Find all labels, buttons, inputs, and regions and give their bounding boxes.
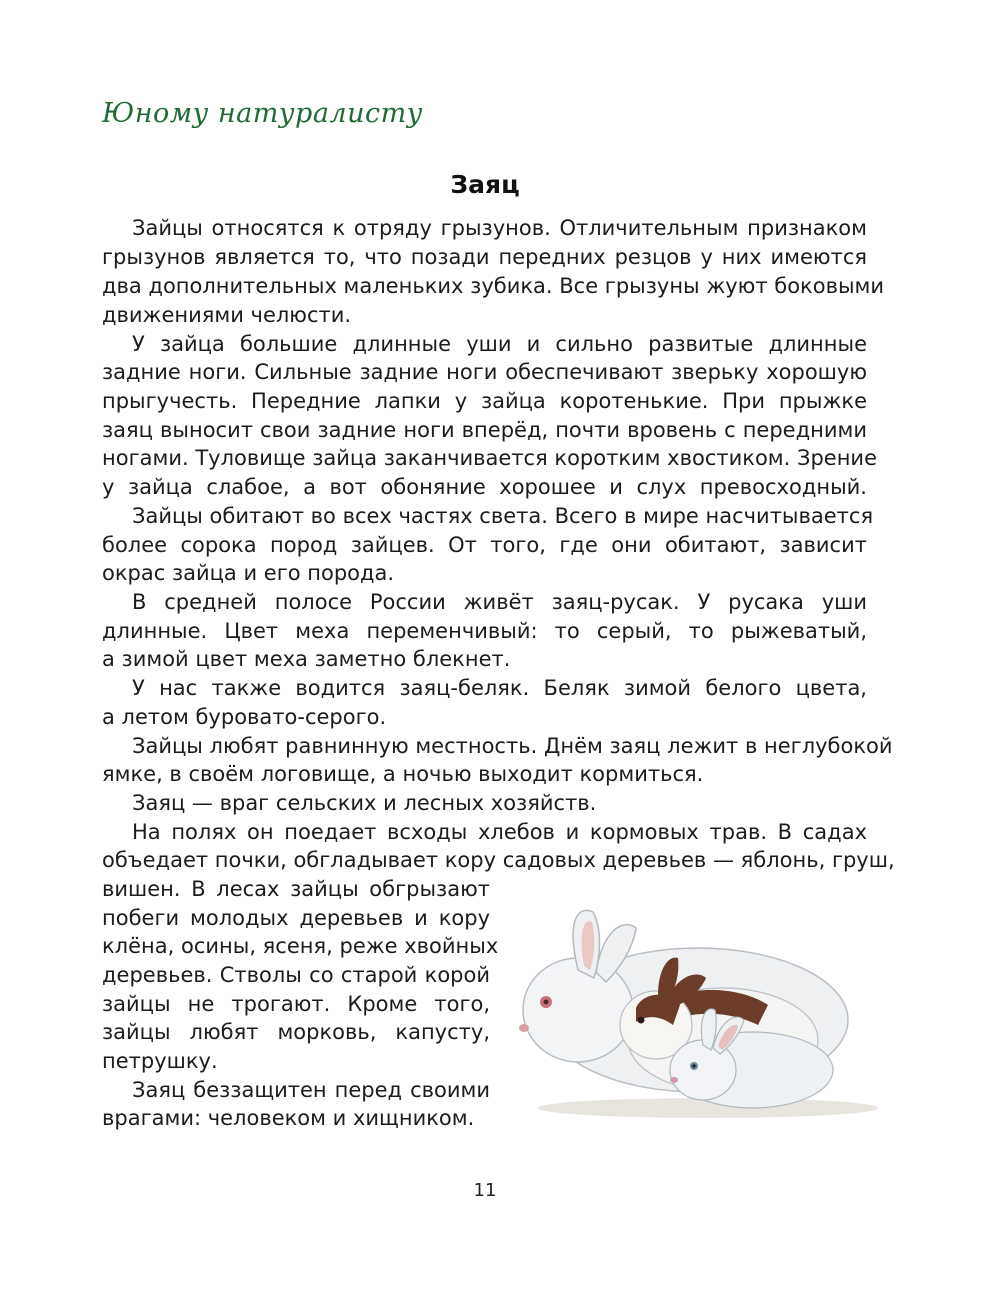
- text-line: длинные. Цвет меха переменчивый: то серый, то рыжеватый,: [102, 619, 867, 643]
- text-line: У нас также водится заяц-беляк. Беляк зимой белого цвета,: [132, 676, 867, 700]
- text-line: заяц выносит свои задние ноги вперёд, почти вровень с передними: [102, 418, 867, 442]
- text-line: ямке, в своём логовище, а ночью выходит кормиться.: [102, 762, 704, 786]
- text-line: Зайцы относятся к отряду грызунов. Отличительным признаком: [132, 216, 867, 240]
- text-line: объедает почки, обгладывает кору садовых деревьев — яблонь, груш,: [102, 848, 895, 872]
- text-line: петрушку.: [102, 1049, 218, 1073]
- text-line: прыгучесть. Передние лапки у зайца коротенькие. При прыжке: [102, 389, 867, 413]
- text-line: врагами: человеком и хищником.: [102, 1106, 475, 1130]
- text-line: деревьев. Стволы со старой корой: [102, 963, 490, 987]
- text-line: побеги молодых деревьев и кору: [102, 906, 490, 930]
- text-line: Зайцы любят равнинную местность. Днём заяц лежит в неглубокой: [132, 734, 893, 758]
- text-line: клёна, осины, ясеня, реже хвойных: [102, 934, 499, 958]
- text-line: задние ноги. Сильные задние ноги обеспечивают зверьку хорошую: [102, 360, 867, 384]
- page-number: 11: [473, 1180, 497, 1201]
- text-line: У зайца большие длинные уши и сильно развитые длинные: [132, 332, 867, 356]
- text-line: у зайца слабое, а вот обоняние хорошее и слух превосходный.: [102, 475, 867, 499]
- text-line: зайцы любят морковь, капусту,: [102, 1020, 490, 1044]
- text-line: Зайцы обитают во всех частях света. Всего в мире насчитывается: [132, 504, 874, 528]
- text-line: движениями челюсти.: [102, 303, 352, 327]
- text-line: зайцы не трогают. Кроме того,: [102, 992, 490, 1016]
- text-line: Заяц беззащитен перед своими: [132, 1078, 490, 1102]
- article-title: Заяц: [450, 170, 520, 199]
- text-line: Заяц — враг сельских и лесных хозяйств.: [132, 791, 597, 815]
- rabbits-illustration: [508, 900, 888, 1125]
- text-line: более сорока пород зайцев. От того, где они обитают, зависит: [102, 533, 867, 557]
- text-line: вишен. В лесах зайцы обгрызают: [102, 877, 490, 901]
- text-line: два дополнительных маленьких зубика. Все грызуны жуют боковыми: [102, 274, 885, 298]
- text-line: а летом буровато-серого.: [102, 705, 387, 729]
- text-line: а зимой цвет меха заметно блекнет.: [102, 647, 511, 671]
- text-line: окрас зайца и его порода.: [102, 561, 395, 585]
- text-line: В средней полосе России живёт заяц-русак. У русака уши: [132, 590, 867, 614]
- text-line: ногами. Туловище зайца заканчивается коротким хвостиком. Зрение: [102, 446, 878, 470]
- text-line: грызунов является то, что позади передних резцов у них имеются: [102, 245, 867, 269]
- section-label: Юному натуралисту: [102, 98, 423, 129]
- text-line: На полях он поедает всходы хлебов и кормовых трав. В садах: [132, 820, 867, 844]
